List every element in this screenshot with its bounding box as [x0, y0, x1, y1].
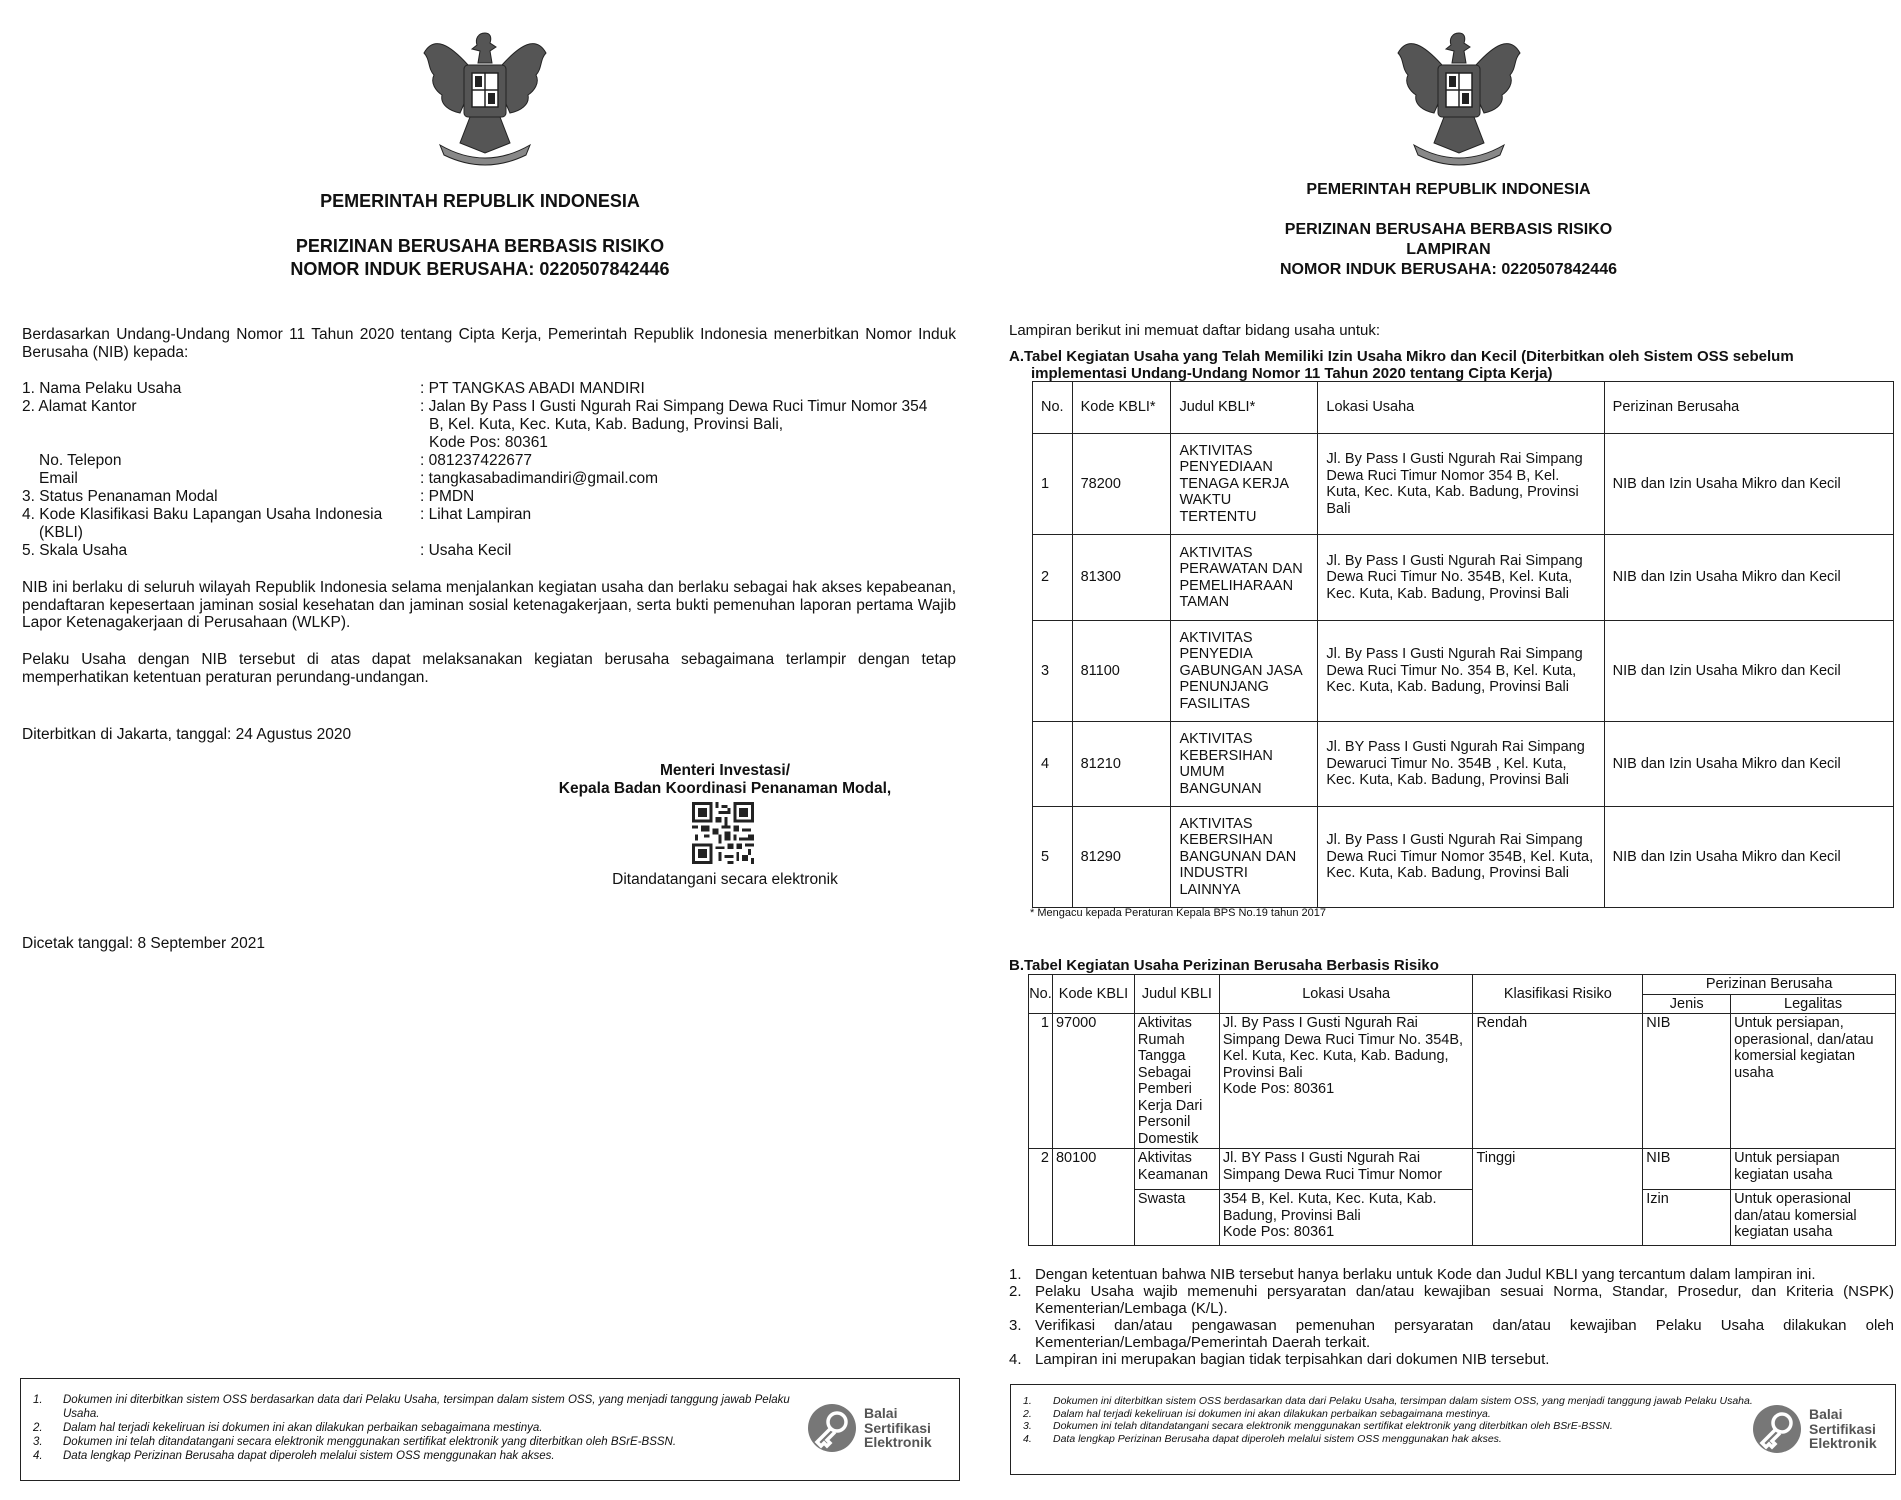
info-value: : PT TANGKAS ABADI MANDIRI	[420, 380, 645, 397]
disclaimer-item: 2. Dalam hal terjadi kekeliruan isi dokumen ini akan dilakukan perbaikan sebagaimana mestinya.	[33, 1422, 543, 1434]
signer-title-1: Menteri Investasi/	[659, 762, 791, 779]
cell-kode: 81290	[1072, 807, 1171, 908]
cell-lokasi: Jl. By Pass I Gusti Ngurah Rai Simpang Dewa Ruci Timur Nomor 354 B, Kel. Kuta, Kec. Kuta, Kab. Badung, Provinsi Bali	[1318, 434, 1604, 535]
signature-qr-code	[692, 802, 754, 864]
cell-izin: NIB dan Izin Usaha Mikro dan Kecil	[1604, 621, 1893, 722]
provisions-list	[1009, 1266, 1894, 1368]
cell-no: 2	[1033, 535, 1073, 621]
col-header: Jenis	[1643, 994, 1731, 1014]
header-government: PEMERINTAH REPUBLIK INDONESIA	[320, 191, 640, 211]
bse-emblem-icon	[806, 1402, 858, 1454]
table-a-title: A.Tabel Kegiatan Usaha yang Telah Memiliki Izin Usaha Mikro dan Kecil (Diterbitkan oleh Sistem OSS sebelum	[1009, 348, 1794, 365]
compliance-paragraph: Pelaku Usaha dengan NIB tersebut di atas dapat melaksanakan kegiatan berusaha sebagaimana terlampir dengan tetap memperhatikan ketentuan peraturan perundang-undangan.	[22, 651, 956, 686]
info-value: Kode Pos: 80361	[429, 434, 548, 451]
header-nib: NOMOR INDUK BERUSAHA: 0220507842446	[1279, 261, 1617, 278]
provision-item: 3. Verifikasi dan/atau pengawasan pemenuhan persyaratan dan/atau kewajiban Pelaku Usaha dilakukan oleh Kementerian/Lembaga/Pemerintah Daerah terkait.	[1009, 1317, 1894, 1351]
printed-date: Dicetak tanggal: 8 September 2021	[22, 935, 265, 952]
info-value: B, Kel. Kuta, Kec. Kuta, Kab. Badung, Provinsi Bali,	[429, 416, 784, 433]
info-label: 3. Status Penanaman Modal	[22, 488, 218, 505]
cell-legalitas: Untuk operasional dan/atau komersial kegiatan usaha	[1731, 1190, 1896, 1246]
cell-izin: NIB dan Izin Usaha Mikro dan Kecil	[1604, 722, 1893, 807]
disclaimer-item: 3. Dokumen ini telah ditandatangani secara elektronik menggunakan sertifikat elektronik yang diterbitkan oleh BSrE-BSSN.	[1023, 1420, 1613, 1432]
info-value: : Lihat Lampiran	[420, 506, 532, 523]
table-b-header	[1029, 975, 1896, 995]
garuda-emblem	[1394, 25, 1524, 175]
cell-no: 1	[1029, 1014, 1053, 1149]
intro-paragraph: Berdasarkan Undang-Undang Nomor 11 Tahun 2020 tentang Cipta Kerja, Pemerintah Republik Indonesia menerbitkan Nomor Induk Berusaha (NIB) kepada:	[22, 326, 956, 361]
attachment-page	[996, 0, 1901, 1500]
col-header: Klasifikasi Risiko	[1473, 975, 1643, 1014]
info-label: (KBLI)	[39, 524, 83, 541]
table-row	[1033, 807, 1894, 908]
table-a-title-cont: implementasi Undang-Undang Nomor 11 Tahun 2020 tentang Cipta Kerja)	[1031, 365, 1553, 382]
header-sub: LAMPIRAN	[1406, 241, 1491, 258]
table-row	[1029, 1190, 1896, 1246]
table-row	[1029, 1149, 1896, 1190]
cell-kode: 80100	[1052, 1149, 1134, 1246]
disclaimer-item: 4. Data lengkap Perizinan Berusaha dapat diperoleh melalui sistem OSS menggunakan hak akses.	[1023, 1432, 1502, 1445]
info-label: 5. Skala Usaha	[22, 542, 128, 559]
cell-lokasi: Jl. By Pass I Gusti Ngurah Rai Simpang Dewa Ruci Timur No. 354B, Kel. Kuta, Kec. Kuta, Kab. Badung, Provinsi Bali	[1318, 535, 1604, 621]
provision-item: 2. Pelaku Usaha wajib memenuhi persyaratan dan/atau kewajiban sesuai Norma, Standar, Prosedur, dan Kriteria (NSPK) Kementerian/Lembaga (K/L).	[1009, 1283, 1894, 1317]
table-row	[1033, 434, 1894, 535]
cell-judul: Aktivitas Rumah Tangga Sebagai Pemberi Kerja Dari Personil Domestik	[1134, 1014, 1219, 1149]
cell-lokasi: Jl. By Pass I Gusti Ngurah Rai Simpang Dewa Ruci Timur Nomor 354B, Kel. Kuta, Kec. Kuta, Kab. Badung, Provinsi Bali	[1318, 807, 1604, 908]
col-header: No.	[1033, 382, 1073, 434]
col-header: Kode KBLI	[1052, 975, 1134, 1014]
info-value: : PMDN	[420, 488, 475, 505]
disclaimer-box	[20, 1378, 960, 1481]
cell-risiko: Rendah	[1473, 1014, 1643, 1149]
disclaimer-item: 2. Dalam hal terjadi kekeliruan isi dokumen ini akan dilakukan perbaikan sebagaimana mestinya.	[1023, 1407, 1491, 1420]
cell-judul: Aktivitas Keamanan	[1134, 1149, 1219, 1190]
col-header: Lokasi Usaha	[1219, 975, 1473, 1014]
cell-judul: Swasta	[1134, 1190, 1219, 1246]
cell-jenis: NIB	[1643, 1149, 1731, 1190]
info-value: : Usaha Kecil	[420, 542, 512, 559]
col-header: Perizinan Berusaha	[1643, 975, 1896, 995]
info-label: No. Telepon	[39, 452, 122, 469]
header-nib: NOMOR INDUK BERUSAHA: 0220507842446	[290, 259, 670, 279]
validity-paragraph: NIB ini berlaku di seluruh wilayah Republik Indonesia selama menjalankan kegiatan usaha dan berlaku sebagai hak akses kepabeanan, pendaftaran kepesertaan jaminan sosial kesehatan dan jaminan sosial ketenagakerjaan, serta bukti pemenuhan laporan pertama Wajib Lapor Ketenagakerjaan di Perusahaan (WLKP).	[22, 579, 956, 631]
disclaimer-item: 1. Dokumen ini diterbitkan sistem OSS berdasarkan data dari Pelaku Usaha, tersimpan dalam sistem OSS, yang menjadi tanggung jawab Pelaku Usaha.	[1023, 1395, 1753, 1407]
cell-izin: NIB dan Izin Usaha Mikro dan Kecil	[1604, 535, 1893, 621]
bse-emblem-icon	[1751, 1403, 1803, 1455]
table-b-title: B.Tabel Kegiatan Usaha Perizinan Berusaha Berbasis Risiko	[1009, 957, 1439, 974]
col-header: Lokasi Usaha	[1318, 382, 1604, 434]
table-row	[1033, 535, 1894, 621]
header-title: PERIZINAN BERUSAHA BERBASIS RISIKO	[1284, 221, 1613, 238]
cell-no: 5	[1033, 807, 1073, 908]
disclaimer-list	[1023, 1395, 1753, 1445]
cell-lokasi: Jl. By Pass I Gusti Ngurah Rai Simpang Dewa Ruci Timur No. 354B, Kel. Kuta, Kec. Kuta, Kab. Badung, Provinsi Bali Kode Pos: 80361	[1219, 1014, 1473, 1149]
cell-legalitas: Untuk persiapan kegiatan usaha	[1731, 1149, 1896, 1190]
cell-no: 4	[1033, 722, 1073, 807]
cell-lokasi: Jl. BY Pass I Gusti Ngurah Rai Simpang Dewa Ruci Timur Nomor	[1219, 1149, 1473, 1190]
cell-no: 3	[1033, 621, 1073, 722]
cell-judul: AKTIVITAS PENYEDIAAN TENAGA KERJA WAKTU TERTENTU	[1171, 434, 1318, 535]
cell-legalitas: Untuk persiapan, operasional, dan/atau komersial kegiatan usaha	[1731, 1014, 1896, 1149]
cell-judul: AKTIVITAS PENYEDIA GABUNGAN JASA PENUNJANG FASILITAS	[1171, 621, 1318, 722]
info-label: 1. Nama Pelaku Usaha	[22, 380, 182, 397]
col-header: Perizinan Berusaha	[1604, 382, 1893, 434]
cell-judul: AKTIVITAS KEBERSIHAN UMUM BANGUNAN	[1171, 722, 1318, 807]
header-title: PERIZINAN BERUSAHA BERBASIS RISIKO	[295, 236, 665, 256]
cell-no: 1	[1033, 434, 1073, 535]
info-value: : Jalan By Pass I Gusti Ngurah Rai Simpang Dewa Ruci Timur Nomor 354	[420, 398, 928, 415]
info-label: 4. Kode Klasifikasi Baku Lapangan Usaha Indonesia	[22, 506, 383, 523]
table-b	[1028, 974, 1896, 1246]
bse-text: Balai Sertifikasi Elektronik	[1809, 1406, 1877, 1452]
bse-text: Balai Sertifikasi Elektronik	[864, 1405, 932, 1451]
cell-jenis: Izin	[1643, 1190, 1731, 1246]
cell-kode: 81100	[1072, 621, 1171, 722]
disclaimer-box	[1010, 1384, 1896, 1475]
bse-logo	[1751, 1403, 1877, 1455]
cell-no: 2	[1029, 1149, 1053, 1246]
electronic-signature-note: Ditandatangani secara elektronik	[612, 871, 838, 888]
col-header: Judul KBLI*	[1171, 382, 1318, 434]
cell-kode: 81300	[1072, 535, 1171, 621]
table-row	[1033, 621, 1894, 722]
col-header: Judul KBLI	[1134, 975, 1219, 1014]
cell-izin: NIB dan Izin Usaha Mikro dan Kecil	[1604, 434, 1893, 535]
attachment-intro: Lampiran berikut ini memuat daftar bidang usaha untuk:	[1009, 322, 1381, 339]
provision-item: 4. Lampiran ini merupakan bagian tidak terpisahkan dari dokumen NIB tersebut.	[1009, 1351, 1550, 1368]
cell-lokasi: 354 B, Kel. Kuta, Kec. Kuta, Kab. Badung, Provinsi Bali Kode Pos: 80361	[1219, 1190, 1473, 1246]
col-header: Kode KBLI*	[1072, 382, 1171, 434]
cell-lokasi: Jl. By Pass I Gusti Ngurah Rai Simpang Dewa Ruci Timur No. 354 B, Kel. Kuta, Kec. Kuta, Kab. Badung, Provinsi Bali	[1318, 621, 1604, 722]
cell-jenis: NIB	[1643, 1014, 1731, 1149]
table-a	[1032, 381, 1894, 908]
cell-kode: 97000	[1052, 1014, 1134, 1149]
cell-izin: NIB dan Izin Usaha Mikro dan Kecil	[1604, 807, 1893, 908]
table-row	[1029, 1014, 1896, 1149]
info-value: : tangkasabadimandiri@gmail.com	[420, 470, 659, 487]
cell-kode: 81210	[1072, 722, 1171, 807]
disclaimer-item: 3. Dokumen ini telah ditandatangani secara elektronik menggunakan sertifikat elektronik yang diterbitkan oleh BSrE-BSSN.	[33, 1436, 677, 1448]
info-label: 2. Alamat Kantor	[22, 398, 137, 415]
signer-title-2: Kepala Badan Koordinasi Penanaman Modal,	[558, 780, 892, 797]
bse-logo	[806, 1402, 932, 1454]
cell-kode: 78200	[1072, 434, 1171, 535]
cell-judul: AKTIVITAS PERAWATAN DAN PEMELIHARAAN TAMAN	[1171, 535, 1318, 621]
header-government: PEMERINTAH REPUBLIK INDONESIA	[1306, 181, 1591, 198]
disclaimer-list	[33, 1393, 803, 1463]
cell-risiko: Tinggi	[1473, 1149, 1643, 1246]
disclaimer-item: 4. Data lengkap Perizinan Berusaha dapat diperoleh melalui sistem OSS menggunakan hak akses.	[33, 1450, 555, 1462]
cell-lokasi: Jl. BY Pass I Gusti Ngurah Rai Simpang Dewaruci Timur No. 354B , Kel. Kuta, Kec. Kuta, Kab. Badung, Provinsi Bali	[1318, 722, 1604, 807]
cell-judul: AKTIVITAS KEBERSIHAN BANGUNAN DAN INDUSTRI LAINNYA	[1171, 807, 1318, 908]
info-label: Email	[39, 470, 78, 487]
table-a-footnote: * Mengacu kepada Peraturan Kepala BPS No.19 tahun 2017	[1030, 907, 1326, 919]
table-row	[1033, 722, 1894, 807]
issued-date: Diterbitkan di Jakarta, tanggal: 24 Agustus 2020	[22, 726, 352, 743]
disclaimer-item: 1. Dokumen ini diterbitkan sistem OSS berdasarkan data dari Pelaku Usaha, tersimpan dalam sistem OSS, yang menjadi tanggung jawab Pelaku Usaha.	[33, 1394, 790, 1420]
col-header: Legalitas	[1731, 994, 1896, 1014]
col-header: No.	[1029, 975, 1053, 1014]
garuda-emblem	[420, 25, 550, 175]
provision-item: 1. Dengan ketentuan bahwa NIB tersebut hanya berlaku untuk Kode dan Judul KBLI yang tercantum dalam lampiran ini.	[1009, 1266, 1816, 1283]
info-value: : 081237422677	[420, 452, 533, 469]
table-a-header	[1033, 382, 1894, 434]
